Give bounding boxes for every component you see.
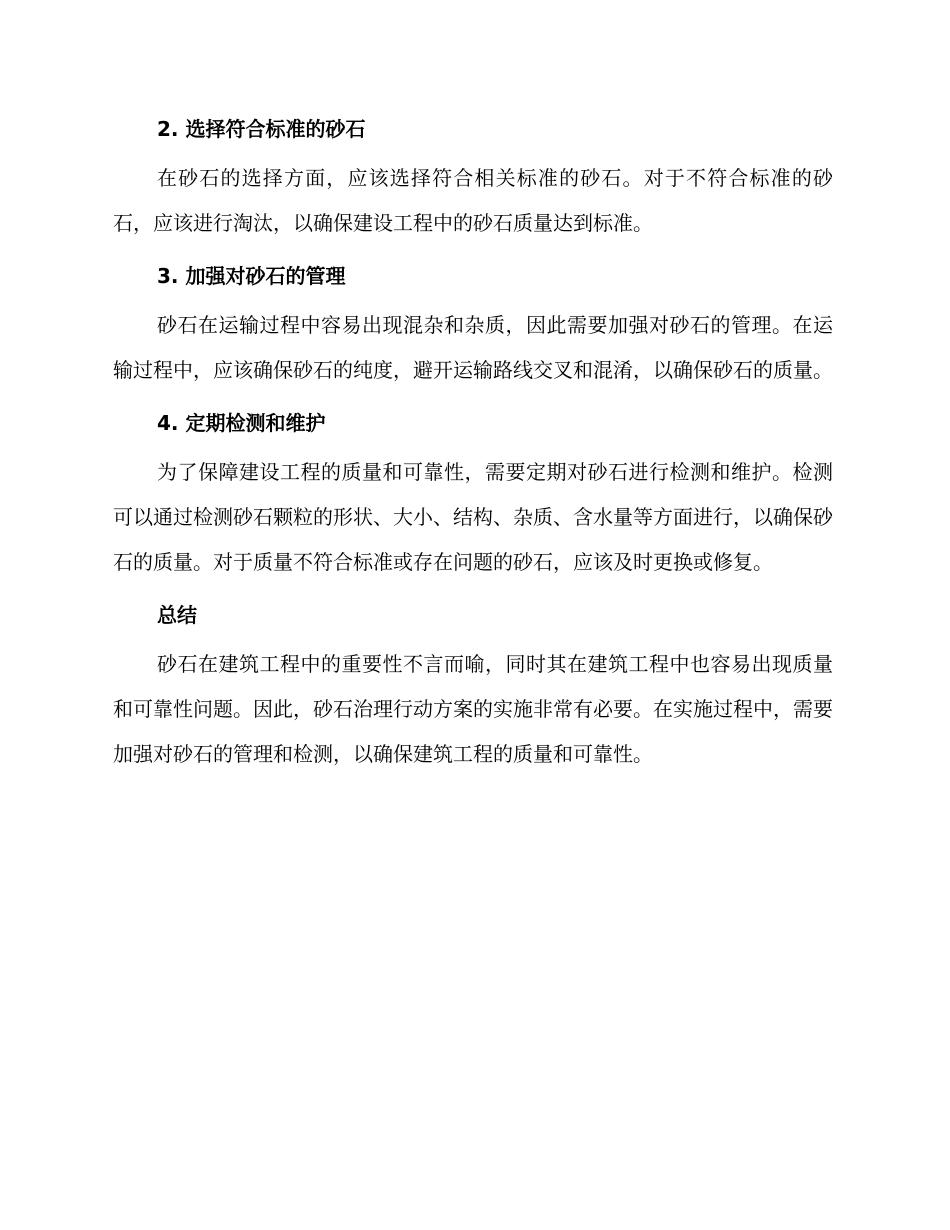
document-body [113, 113, 833, 777]
section-paragraph-summary: 砂石在建筑工程中的重要性不言而喻，同时其在建筑工程中也容易出现质量和可靠性问题。因此，砂石治理行动方案的实施非常有必要。在实施过程中，需要加强对砂石的管理和检测，以确保建筑工程的质量和可靠性。 [113, 652, 833, 766]
section-paragraph-strengthen-management: 砂石在运输过程中容易出现混杂和杂质，因此需要加强对砂石的管理。在运输过程中，应该确保砂石的纯度，避开运输路线交叉和混淆，以确保砂石的质量。 [113, 313, 833, 382]
section-heading-summary: 总结 [157, 603, 197, 627]
section-heading-regular-inspection: 4. 定期检测和维护 [157, 411, 326, 435]
section-heading-strengthen-management: 3. 加强对砂石的管理 [157, 264, 346, 288]
section-heading-select-standard-sand: 2. 选择符合标准的砂石 [157, 117, 366, 141]
section-paragraph-select-standard-sand: 在砂石的选择方面，应该选择符合相关标准的砂石。对于不符合标准的砂石，应该进行淘汰，以确保建设工程中的砂石质量达到标准。 [113, 166, 833, 235]
section-paragraph-regular-inspection: 为了保障建设工程的质量和可靠性，需要定期对砂石进行检测和维护。检测可以通过检测砂石颗粒的形状、大小、结构、杂质、含水量等方面进行，以确保砂石的质量。对于质量不符合标准或存在问题的砂石，应该及时更换或修复。 [113, 460, 833, 574]
